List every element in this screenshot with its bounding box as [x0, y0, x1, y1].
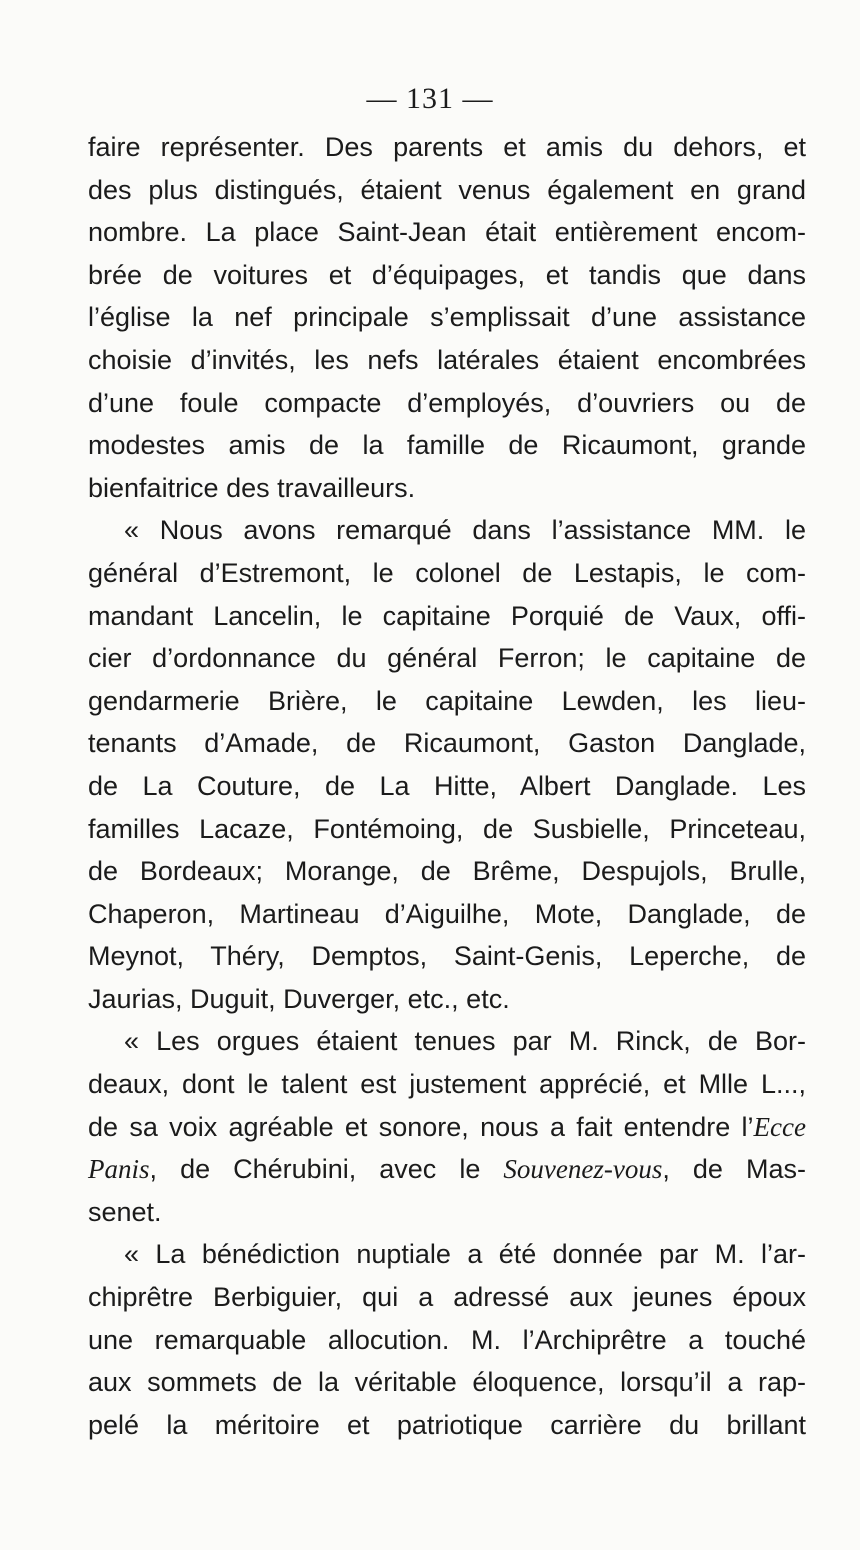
page-number: — 131 — [366, 82, 494, 115]
text-run: , de Chérubini, avec le [149, 1154, 504, 1185]
text-line: Jaurias, Duguit, Duverger, etc., etc. [88, 983, 510, 1014]
text-line: « La bénédiction nuptiale a été donnée par M. l’ar- [124, 1239, 806, 1270]
text-line: faire représenter. Des parents et amis du dehors, et [88, 132, 806, 162]
italic-text: Panis [88, 1154, 150, 1185]
text-run: de sa voix agréable et sonore, nous a fait entendre l’ [88, 1111, 754, 1142]
text-line: gendarmerie Brière, le capitaine Lewden, les lieu- [88, 685, 806, 716]
text-line [88, 1106, 806, 1149]
text-line: « Nous avons remarqué dans l’assistance MM. le [124, 515, 806, 546]
text-line: familles Lacaze, Fontémoing, de Susbielle, Princeteau, [88, 813, 806, 844]
text-line: tenants d’Amade, de Ricaumont, Gaston Danglade, [88, 728, 806, 759]
text-line: général d’Estremont, le colonel de Lestapis, le com- [88, 557, 806, 588]
text-line: chiprêtre Berbiguier, qui a adressé aux jeunes époux [88, 1282, 806, 1313]
text-line: nombre. La place Saint-Jean était entièrement encom- [88, 217, 806, 248]
text-line: des plus distingués, étaient venus également en grand [88, 174, 806, 205]
text-line: Chaperon, Martineau d’Aiguilhe, Mote, Danglade, de [88, 898, 806, 929]
text-line: de Bordeaux; Morange, de Brême, Despujols, Brulle, [88, 856, 806, 887]
text-line: modestes amis de la famille de Ricaumont, grande [88, 430, 806, 461]
text-line: brée de voitures et d’équipages, et tandis que dans [88, 259, 806, 290]
italic-text: Ecce [753, 1111, 806, 1142]
text-line: bienfaitrice des travailleurs. [88, 472, 416, 503]
text-line: senet. [88, 1196, 162, 1227]
text-line: Meynot, Théry, Demptos, Saint-Genis, Leperche, de [88, 941, 806, 972]
text-line: de La Couture, de La Hitte, Albert Danglade. Les [88, 770, 806, 801]
text-line: choisie d’invités, les nefs latérales étaient encombrées [88, 344, 806, 375]
text-line: une remarquable allocution. M. l’Archiprêtre a touché [88, 1324, 806, 1355]
text-line: cier d’ordonnance du général Ferron; le capitaine de [88, 643, 806, 674]
text-line: pelé la méritoire et patriotique carrière du brillant [88, 1409, 806, 1440]
text-line: deaux, dont le talent est justement apprécié, et Mlle L..., [88, 1069, 806, 1100]
text-run: , de Mas- [662, 1154, 806, 1185]
text-line: mandant Lancelin, le capitaine Porquié de Vaux, offi- [88, 600, 806, 631]
text-line: d’une foule compacte d’employés, d’ouvriers ou de [88, 387, 806, 418]
body-text [88, 126, 806, 1446]
text-line: aux sommets de la véritable éloquence, lorsqu’il a rap- [88, 1367, 806, 1398]
italic-text: Souvenez-vous [503, 1154, 663, 1185]
text-line [88, 1148, 806, 1191]
text-line: « Les orgues étaient tenues par M. Rinck, de Bor- [124, 1026, 806, 1057]
text-line: l’église la nef principale s’emplissait d’une assistance [88, 302, 806, 333]
